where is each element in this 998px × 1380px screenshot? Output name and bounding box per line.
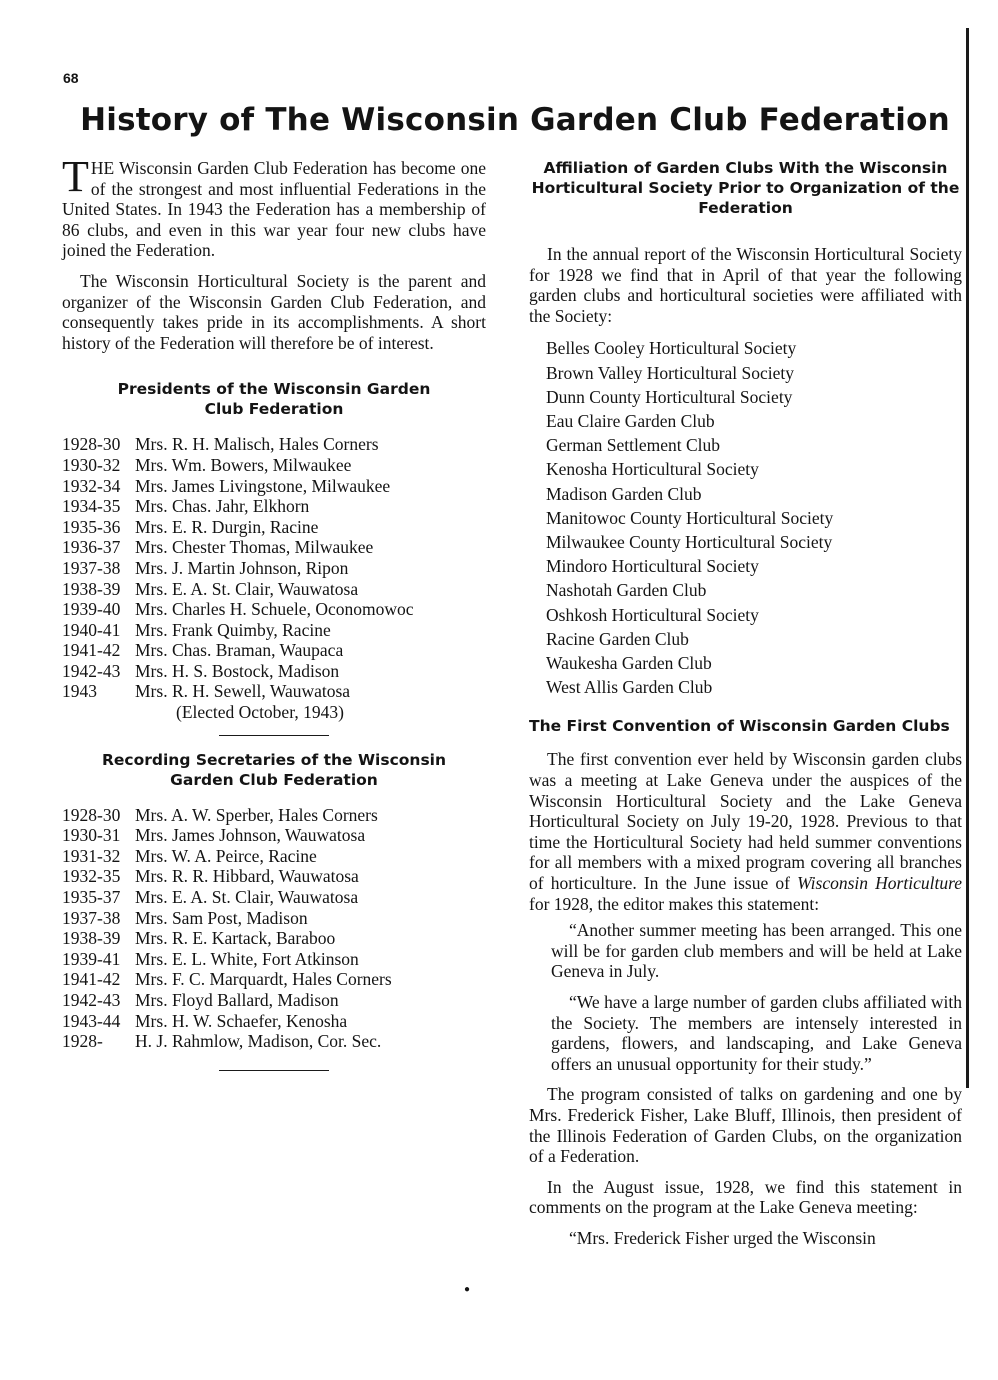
roster-name: Mrs. W. A. Peirce, Racine bbox=[135, 845, 317, 866]
club-item: Milwaukee County Horticultural Society bbox=[546, 532, 833, 552]
roster-years: 1936-37 bbox=[62, 537, 121, 558]
roster-name: Mrs. H. W. Schaefer, Kenosha bbox=[135, 1010, 348, 1031]
roster-name: H. J. Rahmlow, Madison, Cor. Sec. bbox=[135, 1031, 382, 1052]
roster-name: Mrs. Chas. Jahr, Elkhorn bbox=[135, 496, 310, 517]
roster-row bbox=[62, 476, 486, 497]
bullet-mark: ● bbox=[464, 1284, 471, 1295]
roster-row bbox=[62, 887, 486, 908]
roster-years: 1942-43 bbox=[62, 990, 121, 1010]
roster-name: Mrs. F. C. Marquardt, Hales Corners bbox=[135, 969, 392, 990]
roster-years: 1937-38 bbox=[62, 557, 121, 578]
club-item: Eau Claire Garden Club bbox=[546, 410, 715, 431]
roster-row bbox=[62, 846, 486, 867]
roster-name: Mrs. Sam Post, Madison bbox=[135, 907, 308, 928]
roster-name: Mrs. James Livingstone, Milwaukee bbox=[135, 475, 391, 496]
roster-name: Mrs. E. A. St. Clair, Wauwatosa bbox=[135, 887, 359, 908]
roster-row bbox=[62, 640, 486, 661]
roster-row bbox=[62, 517, 486, 538]
roster-name: Mrs. James Johnson, Wauwatosa bbox=[135, 825, 366, 846]
affiliation-heading: Affiliation of Garden Clubs With the Wisconsin Horticultural Society Prior to Organization of the Federation bbox=[531, 159, 960, 217]
club-item: German Settlement Club bbox=[546, 435, 720, 456]
page-number: 68 bbox=[63, 70, 79, 86]
roster-name: Mrs. R. E. Kartack, Baraboo bbox=[135, 928, 336, 949]
roster-name: Mrs. R. R. Hibbard, Wauwatosa bbox=[135, 866, 359, 887]
roster-row bbox=[62, 949, 486, 970]
section-divider bbox=[219, 735, 329, 736]
affiliation-paragraph: In the annual report of the Wisconsin Horticultural Society for 1928 we find that in April of that year the following garden clubs and horticultural societies were affiliated with the Society: bbox=[529, 244, 962, 326]
roster-years: 1934-35 bbox=[62, 496, 121, 517]
convention-heading: The First Convention of Wisconsin Garden Clubs bbox=[529, 717, 950, 736]
roster-years: 1937-38 bbox=[62, 907, 121, 928]
club-item: Waukesha Garden Club bbox=[546, 653, 712, 674]
presidents-note: (Elected October, 1943) bbox=[176, 702, 344, 723]
roster-name: Mrs. Floyd Ballard, Madison bbox=[135, 990, 339, 1010]
roster-years: 1935-37 bbox=[62, 887, 121, 908]
roster-row bbox=[62, 805, 486, 826]
clubs-list bbox=[529, 336, 962, 699]
roster-row bbox=[62, 434, 486, 455]
roster-years: 1928- bbox=[62, 1031, 103, 1052]
margin-rule bbox=[966, 28, 969, 1088]
magazine-title: Wisconsin Horticulture bbox=[797, 872, 962, 893]
roster-row bbox=[62, 496, 486, 517]
roster-years: 1943 bbox=[62, 681, 97, 702]
roster-years: 1930-32 bbox=[62, 454, 121, 475]
parent-society-paragraph: The Wisconsin Horticultural Society is the parent and organizer of the Wisconsin Garden Club Federation, and consequently takes pride in its accomplishments. A short history of the Federation will therefore be of interest. bbox=[62, 270, 486, 353]
roster-name: Mrs. E. L. White, Fort Atkinson bbox=[135, 948, 359, 969]
roster-row bbox=[62, 1011, 486, 1032]
roster-row bbox=[62, 825, 486, 846]
secretaries-list bbox=[62, 805, 486, 1052]
roster-name: Mrs. A. W. Sperber, Hales Corners bbox=[135, 804, 378, 825]
roster-years: 1935-36 bbox=[62, 516, 121, 537]
roster-name: Mrs. E. R. Durgin, Racine bbox=[135, 516, 319, 537]
roster-row bbox=[62, 455, 486, 476]
roster-years: 1939-40 bbox=[62, 599, 121, 620]
club-item: Nashotah Garden Club bbox=[546, 580, 707, 601]
program-paragraph: The program consisted of talks on gardening and one by Mrs. Frederick Fisher, Lake Bluff, Illinois, then president of the Illinois Federation of Garden Clubs, on the organization of a Federation. bbox=[529, 1084, 962, 1167]
roster-name: Mrs. Chas. Braman, Waupaca bbox=[135, 640, 344, 661]
club-item: Manitowoc County Horticultural Society bbox=[546, 507, 834, 528]
club-item: Madison Garden Club bbox=[546, 483, 702, 504]
club-item: Kenosha Horticultural Society bbox=[546, 459, 759, 480]
roster-years: 1941-42 bbox=[62, 640, 121, 661]
drop-cap: T bbox=[62, 152, 89, 201]
roster-name: Mrs. Charles H. Schuele, Oconomowoc bbox=[135, 599, 414, 620]
club-item: Mindoro Horticultural Society bbox=[546, 556, 759, 577]
club-item: Oshkosh Horticultural Society bbox=[546, 604, 759, 625]
roster-row bbox=[62, 990, 486, 1011]
club-item: West Allis Garden Club bbox=[546, 677, 713, 698]
roster-name: Mrs. H. S. Bostock, Madison bbox=[135, 660, 340, 681]
roster-row bbox=[62, 558, 486, 579]
roster-row bbox=[62, 1031, 486, 1052]
roster-years: 1930-31 bbox=[62, 825, 121, 846]
roster-row bbox=[62, 599, 486, 620]
roster-years: 1940-41 bbox=[62, 619, 121, 640]
quote-two: “We have a large number of garden clubs affiliated with the Society. The members are intensely interested in gardens, flowers, and landscaping, and Lake Geneva offers an unusual opportunity for their study.” bbox=[551, 991, 962, 1074]
presidents-heading: Presidents of the Wisconsin Garden Club Federation bbox=[117, 380, 431, 419]
secretaries-heading: Recording Secretaries of the Wisconsin Garden Club Federation bbox=[101, 750, 447, 789]
presidents-list bbox=[62, 434, 486, 702]
roster-name: Mrs. Wm. Bowers, Milwaukee bbox=[135, 454, 352, 475]
roster-years: 1938-39 bbox=[62, 928, 121, 949]
roster-name: Mrs. J. Martin Johnson, Ripon bbox=[135, 557, 349, 578]
club-item: Belles Cooley Horticultural Society bbox=[546, 338, 797, 359]
left-column bbox=[62, 152, 486, 1071]
roster-years: 1941-42 bbox=[62, 969, 121, 990]
roster-years: 1932-35 bbox=[62, 866, 121, 887]
roster-years: 1931-32 bbox=[62, 845, 121, 866]
intro-text: HE Wisconsin Garden Club Federation has become one of the strongest and most influential Federations in the United States. In 1943 the Federation has a membership of 86 clubs, and even in this war year four new clubs have joined the Federation. bbox=[62, 158, 486, 261]
roster-row bbox=[62, 537, 486, 558]
roster-row bbox=[62, 866, 486, 887]
roster-row bbox=[62, 620, 486, 641]
roster-row bbox=[62, 681, 486, 702]
convention-text-end: for 1928, the editor makes this statement: bbox=[529, 893, 820, 914]
roster-row bbox=[62, 579, 486, 600]
club-item: Racine Garden Club bbox=[546, 628, 689, 649]
club-item: Dunn County Horticultural Society bbox=[546, 386, 793, 407]
roster-name: Mrs. R. H. Malisch, Hales Corners bbox=[135, 434, 379, 455]
roster-name: Mrs. Chester Thomas, Milwaukee bbox=[135, 537, 374, 558]
convention-text: The first convention ever held by Wisconsin garden clubs was a meeting at Lake Geneva under the auspices of the Wisconsin Horticultural Society and the Lake Geneva Horticultural Society on July 19-20, 1928. Previous to that time the Horticultural Society had held summer conventions for all members with a mixed program covering all branches of horticulture. In the June issue of bbox=[529, 749, 962, 893]
roster-years: 1943-44 bbox=[62, 1010, 121, 1031]
roster-years: 1938-39 bbox=[62, 578, 121, 599]
august-paragraph: In the August issue, 1928, we find this statement in comments on the program at the Lake Geneva meeting: bbox=[529, 1176, 962, 1218]
quote-one: “Another summer meeting has been arranged. This one will be for garden club members and will be held at Lake Geneva in July. bbox=[551, 920, 962, 982]
club-item: Brown Valley Horticultural Society bbox=[546, 362, 795, 383]
roster-name: Mrs. R. H. Sewell, Wauwatosa bbox=[135, 681, 351, 702]
roster-row bbox=[62, 969, 486, 990]
roster-row bbox=[62, 928, 486, 949]
roster-years: 1928-30 bbox=[62, 434, 121, 455]
roster-years: 1939-41 bbox=[62, 948, 121, 969]
roster-years: 1928-30 bbox=[62, 804, 121, 825]
final-quote: “Mrs. Frederick Fisher urged the Wisconsin bbox=[569, 1227, 876, 1248]
convention-paragraph bbox=[529, 749, 962, 914]
roster-name: Mrs. Frank Quimby, Racine bbox=[135, 619, 331, 640]
intro-paragraph bbox=[62, 152, 486, 261]
page-title: History of The Wisconsin Garden Club Federation bbox=[80, 102, 950, 138]
end-divider bbox=[219, 1070, 329, 1071]
roster-row bbox=[62, 661, 486, 682]
roster-name: Mrs. E. A. St. Clair, Wauwatosa bbox=[135, 578, 359, 599]
roster-row bbox=[62, 908, 486, 929]
roster-years: 1942-43 bbox=[62, 660, 121, 681]
roster-years: 1932-34 bbox=[62, 475, 121, 496]
right-column bbox=[529, 158, 962, 1248]
